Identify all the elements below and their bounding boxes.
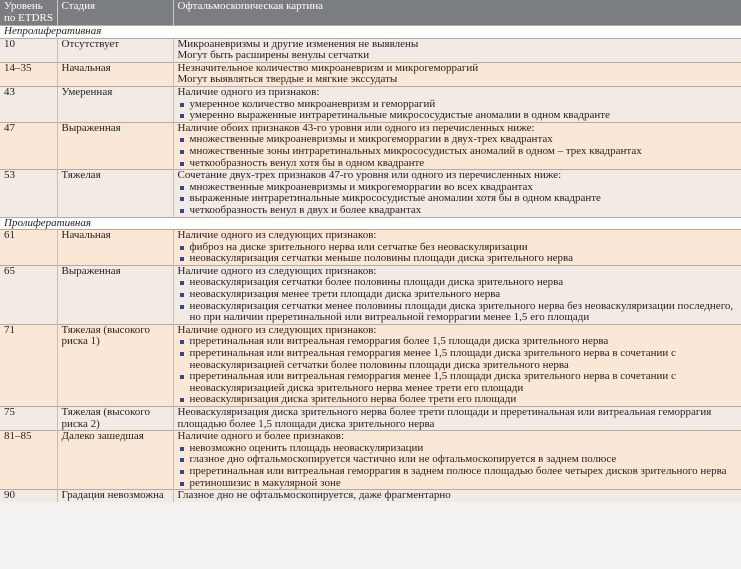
table-header-row — [0, 0, 741, 26]
table-row — [0, 62, 741, 86]
criteria-item: неоваскуляризация менее трети площади диска зрительного нерва — [178, 289, 741, 301]
criteria-item: четкообразность венул хотя бы в одном квадранте — [178, 158, 741, 170]
criteria-intro: Наличие одного из следующих признаков: — [177, 229, 377, 242]
criteria-list — [178, 99, 741, 122]
picture-cell — [173, 170, 741, 217]
criteria-item: неоваскуляризация сетчатки меньше половины площади диска зрительного нерва — [178, 253, 741, 265]
criteria-intro: Наличие обоих признаков 43-го уровня или одного из перечисленных ниже: — [177, 121, 535, 134]
level-cell: 53 — [0, 170, 57, 217]
stage-cell: Отсутствует — [57, 38, 173, 62]
criteria-list — [178, 182, 741, 217]
criteria-item: умеренное количество микроаневризм и геморрагий — [178, 99, 741, 111]
criteria-list — [178, 277, 741, 323]
criteria-item: умеренно выраженные интраретинальные микрососудистые аномалии в одном квадранте — [178, 110, 741, 122]
picture-cell — [173, 431, 741, 490]
table-row — [0, 122, 741, 169]
criteria-item: множественные зоны интраретинальных микрососудистых аномалий в одном – трех квадрантах — [178, 146, 741, 158]
criteria-item: выраженные интраретинальные микрососудистые аномалии хотя бы в одном квадранте — [178, 193, 741, 205]
header-stage: Стадия — [57, 0, 173, 26]
table-row — [0, 170, 741, 217]
criteria-item: фиброз на диске зрительного нерва или сетчатке без неоваскуляризации — [178, 242, 741, 254]
stage-cell: Тяжелая — [57, 170, 173, 217]
section-row-nonproliferative — [0, 26, 741, 39]
description-line: Могут быть расширены венулы сетчатки — [177, 49, 370, 62]
criteria-item: множественные микроаневризмы и микрогеморрагии во всех квадрантах — [178, 182, 741, 194]
stage-cell: Выраженная — [57, 122, 173, 169]
stage-cell: Тяжелая (высокого риска 2) — [57, 407, 173, 431]
stage-cell: Градация невозможна — [57, 490, 173, 502]
level-cell: 61 — [0, 230, 57, 266]
stage-cell: Тяжелая (высокого риска 1) — [57, 324, 173, 406]
stage-cell: Начальная — [57, 62, 173, 86]
stage-cell: Далеко зашедшая — [57, 431, 173, 490]
criteria-intro: Наличие одного из следующих признаков: — [177, 323, 377, 336]
level-cell: 10 — [0, 38, 57, 62]
criteria-item: множественные микроаневризмы и микрогеморрагии в двух-трех квадрантах — [178, 134, 741, 146]
table-row — [0, 86, 741, 122]
criteria-intro: Наличие одного из следующих признаков: — [177, 264, 377, 277]
criteria-item: глазное дно офтальмоскопируется частично или не офтальмоскопируется в заднем полюсе — [178, 454, 741, 466]
picture-cell — [173, 265, 741, 324]
criteria-intro: Наличие одного из признаков: — [177, 85, 320, 98]
description-line: Незначительное количество микроаневризм и микрогеморрагий — [177, 61, 479, 74]
criteria-item: неоваскуляризация сетчатки более половины площади диска зрительного нерва — [178, 277, 741, 289]
level-cell: 81–85 — [0, 431, 57, 490]
criteria-item: четкообразность венул в двух и более квадрантах — [178, 205, 741, 217]
picture-cell — [173, 490, 741, 502]
description-line: Могут выявляться твердые и мягкие экссудаты — [177, 73, 398, 86]
level-cell: 71 — [0, 324, 57, 406]
criteria-item: преретинальная или витреальная геморрагия менее 1,5 площади диска зрительного нерва в сочетании с неоваскуляризацией диска зрительного нерва менее трети его площади — [178, 371, 741, 394]
stage-cell: Умеренная — [57, 86, 173, 122]
table-row — [0, 431, 741, 490]
level-cell: 47 — [0, 122, 57, 169]
picture-cell — [173, 324, 741, 406]
section-label: Непролиферативная — [0, 26, 741, 39]
criteria-item: неоваскуляризация сетчатки менее половины площади диска зрительного нерва без неоваскуляризации последнего, но при наличии преретинальной или витреальной геморрагии менее 1,5 его площади — [178, 301, 741, 324]
criteria-item: преретинальная или витреальная геморрагия менее 1,5 площади диска зрительного нерва в сочетании с неоваскуляризацией сетчатки более половины площади диска зрительного нерва — [178, 348, 741, 371]
level-cell: 65 — [0, 265, 57, 324]
table-row — [0, 265, 741, 324]
header-level: Уровень по ETDRS — [0, 0, 57, 26]
picture-cell — [173, 230, 741, 266]
table-row — [0, 407, 741, 431]
criteria-list — [178, 242, 741, 265]
level-cell: 90 — [0, 490, 57, 502]
description-line: Микроаневризмы и другие изменения не выявлены — [177, 37, 419, 50]
picture-cell — [173, 407, 741, 431]
level-cell: 14–35 — [0, 62, 57, 86]
picture-cell — [173, 122, 741, 169]
table-row — [0, 230, 741, 266]
criteria-item: преретинальная или витреальная геморрагия в заднем полюсе площадью более четырех дисков зрительного нерва — [178, 466, 741, 478]
criteria-list — [178, 134, 741, 169]
stage-cell: Выраженная — [57, 265, 173, 324]
criteria-list — [178, 443, 741, 489]
criteria-intro: Сочетание двух-трех признаков 47-го уровня или одного из перечисленных ниже: — [177, 169, 562, 182]
table-row — [0, 490, 741, 502]
table-row — [0, 324, 741, 406]
table-row — [0, 38, 741, 62]
criteria-list — [178, 336, 741, 406]
picture-cell — [173, 38, 741, 62]
criteria-item: невозможно оценить площадь неоваскуляризации — [178, 443, 741, 455]
section-label: Пролиферативная — [0, 217, 741, 230]
description-line: Глазное дно не офтальмоскопируется, даже фрагментарно — [177, 489, 451, 502]
picture-cell — [173, 62, 741, 86]
header-picture: Офтальмоскопическая картина — [173, 0, 741, 26]
picture-cell — [173, 86, 741, 122]
criteria-item: ретиношизис в макулярной зоне — [178, 478, 741, 490]
section-row-proliferative — [0, 217, 741, 230]
criteria-intro: Наличие одного и более признаков: — [177, 430, 345, 443]
criteria-item: преретинальная или витреальная геморрагия более 1,5 площади диска зрительного нерва — [178, 336, 741, 348]
stage-cell: Начальная — [57, 230, 173, 266]
level-cell: 43 — [0, 86, 57, 122]
level-cell: 75 — [0, 407, 57, 431]
description-line: Неоваскуляризация диска зрительного нерва более трети площади и преретинальная или витреальная геморрагия площадью более 1,5 площади диска зрительного нерва — [177, 406, 712, 430]
criteria-item: неоваскуляризация диска зрительного нерва более трети его площади — [178, 394, 741, 406]
